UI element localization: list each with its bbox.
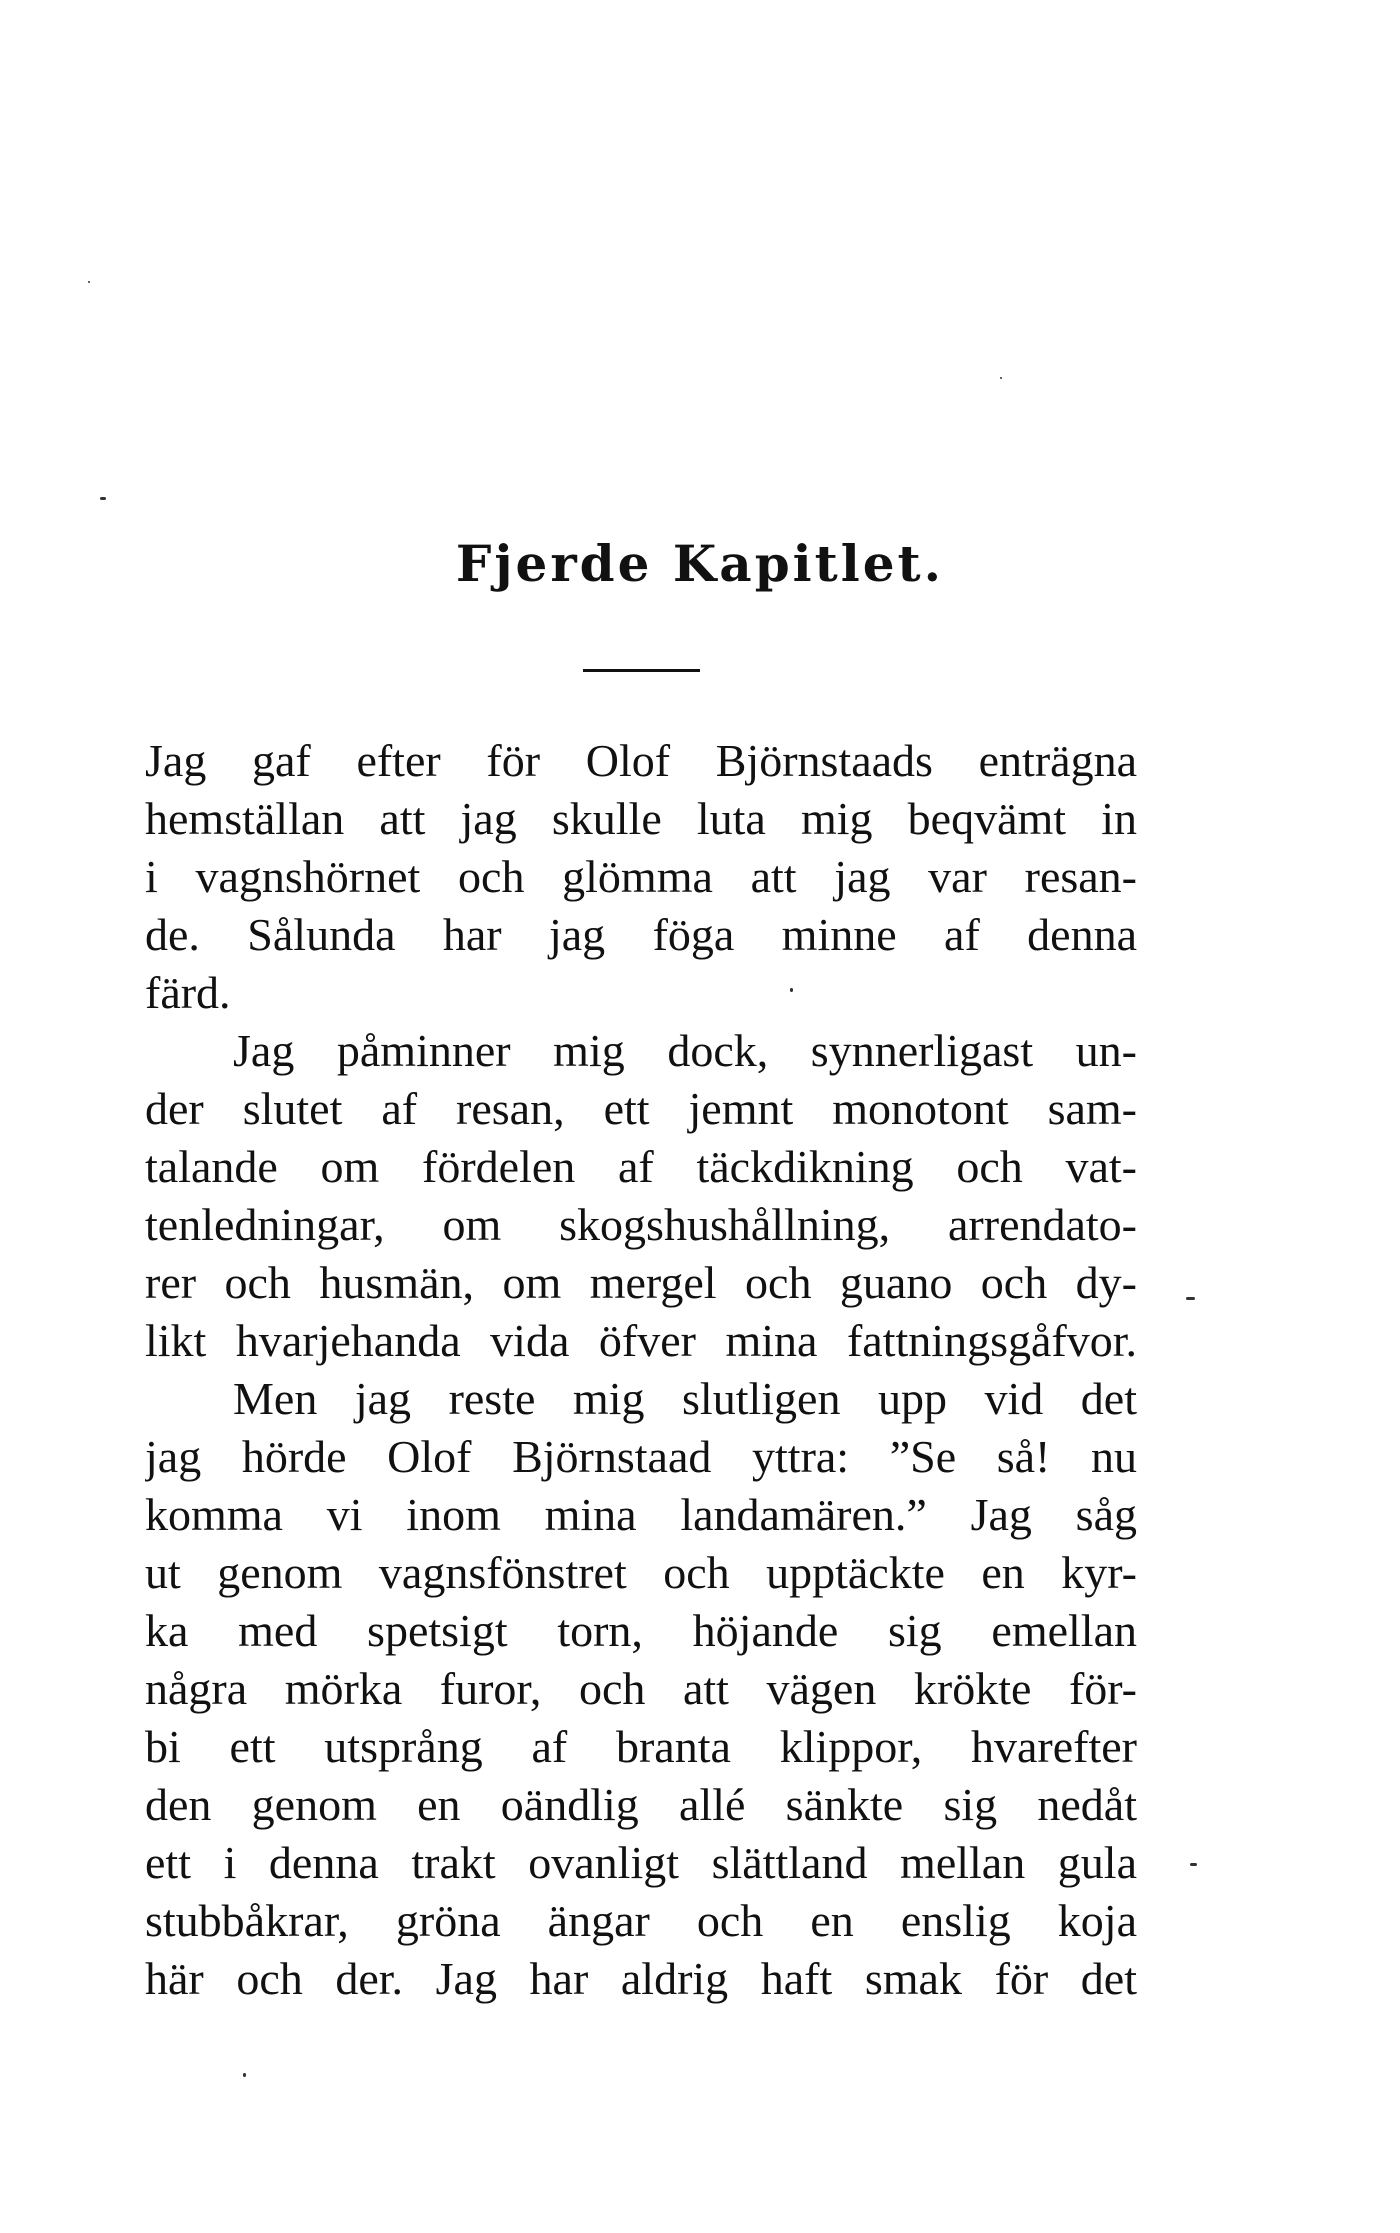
text-line: några mörka furor, och att vägen krökte för- [145, 1663, 1137, 1714]
text-line: bi ett utsprång af branta klippor, hvarefter [145, 1721, 1137, 1772]
text-line: likt hvarjehanda vida öfver mina fattningsgåfvor. [145, 1315, 1137, 1366]
text-line: färd. [145, 967, 231, 1018]
text-line: ut genom vagnsfönstret och upptäckte en kyr- [145, 1547, 1137, 1598]
print-speck [1186, 1297, 1195, 1300]
print-speck [1190, 1863, 1197, 1866]
text-line: talande om fördelen af täckdikning och vat- [145, 1141, 1137, 1192]
print-speck [1000, 377, 1002, 379]
title-divider [583, 669, 700, 672]
text-line: tenledningar, om skogshushållning, arrendato- [145, 1199, 1137, 1250]
text-line: rer och husmän, om mergel och guano och dy- [145, 1257, 1137, 1308]
text-line: den genom en oändlig allé sänkte sig nedåt [145, 1779, 1137, 1830]
print-speck [790, 988, 793, 992]
print-speck [243, 2073, 246, 2077]
text-line: jag hörde Olof Björnstaad yttra: ”Se så! nu [145, 1431, 1137, 1482]
text-line: ka med spetsigt torn, höjande sig emellan [145, 1605, 1137, 1656]
text-line: der slutet af resan, ett jemnt monotont sam- [145, 1083, 1137, 1134]
body-text [145, 732, 1137, 2008]
text-line: Jag gaf efter för Olof Björnstaads enträgna [145, 735, 1137, 786]
text-line: här och der. Jag har aldrig haft smak för det [145, 1953, 1137, 2004]
text-line: Jag påminner mig dock, synnerligast un- [233, 1025, 1137, 1076]
text-line: stubbåkrar, gröna ängar och en enslig koja [145, 1895, 1137, 1946]
text-line: i vagnshörnet och glömma att jag var resan- [145, 851, 1137, 902]
text-line: komma vi inom mina landamären.” Jag såg [145, 1489, 1137, 1540]
text-line: Men jag reste mig slutligen upp vid det [233, 1373, 1137, 1424]
text-line: de. Sålunda har jag föga minne af denna [145, 909, 1137, 960]
text-line: ett i denna trakt ovanligt slättland mellan gula [145, 1837, 1137, 1888]
print-speck [88, 281, 90, 283]
text-line: hemställan att jag skulle luta mig beqvämt in [145, 793, 1137, 844]
chapter-title: Fjerde Kapitlet. [455, 534, 945, 593]
print-speck [100, 497, 106, 500]
